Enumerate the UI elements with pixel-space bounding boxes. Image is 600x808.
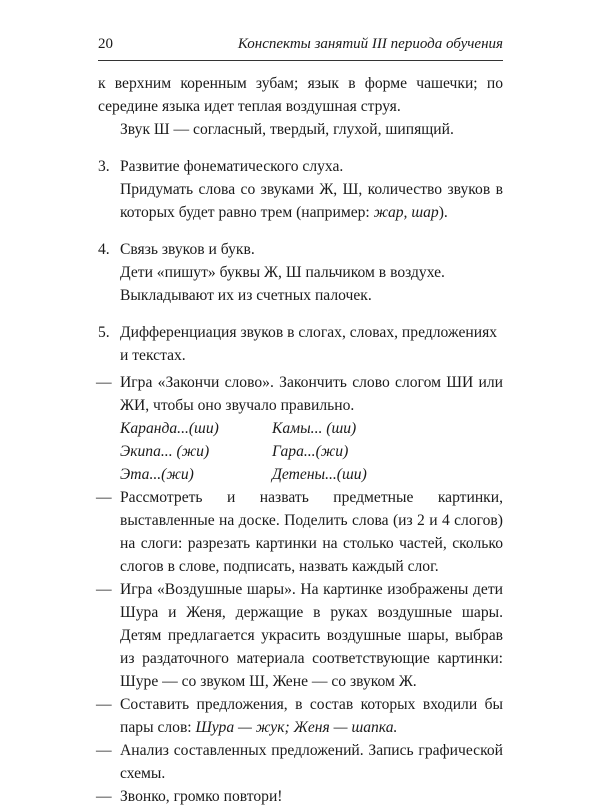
item-4-title: 4. Связь звуков и букв.	[98, 238, 503, 261]
item-5-title: 5. Дифференциация звуков в слогах, словах, предложениях и текстах.	[98, 321, 503, 367]
page-body	[98, 72, 503, 808]
item-3-title: 3. Развитие фонематического слуха.	[98, 155, 503, 178]
item-5-task-5: — Анализ составленных предложений. Запись графической схемы.	[96, 742, 503, 782]
intro-sound-description: Звук Ш — согласный, твердый, глухой, шипящий.	[120, 121, 454, 138]
example-word: Экипа... (жи)	[120, 443, 210, 460]
example-word: Каранда...(ши)	[120, 420, 219, 437]
example-word: Детены...(ши)	[272, 466, 367, 483]
word-pairs: Шура — жук; Женя — шапка.	[195, 719, 398, 736]
example-row	[98, 417, 503, 440]
item-3-number: 3.	[98, 158, 110, 175]
item-3-example: жар, шар	[373, 204, 439, 221]
page-number: 20	[98, 36, 113, 52]
item-3-text: Придумать слова со звуками Ж, Ш, количество звуков в которых будет равно трем (например: жар, шар).	[120, 181, 503, 221]
item-5-task-6: — Звонко, громко повтори!	[96, 788, 283, 805]
running-title: Конспекты занятий III периода обучения	[237, 36, 503, 52]
item-5-number: 5.	[98, 324, 110, 341]
example-word: Эта...(жи)	[120, 466, 194, 483]
intro-paragraph: к верхним коренным зубам; язык в форме чашечки; по середине языка идет теплая воздушная струя.	[98, 75, 503, 115]
item-5-task-4: — Составить предложения, в состав которых входили бы пары слов: Шура — жук; Женя — шапка.	[96, 696, 503, 736]
item-5-game-1: — Игра «Закончи слово». Закончить слово слогом ШИ или ЖИ, чтобы оно звучало правильно.	[96, 374, 503, 414]
item-4-line-2: Выкладывают их из счетных палочек.	[120, 287, 372, 304]
header-rule	[98, 60, 503, 61]
item-4-line-1: Дети «пишут» буквы Ж, Ш пальчиком в воздухе.	[120, 264, 445, 281]
running-header	[98, 36, 503, 58]
item-4-number: 4.	[98, 241, 110, 258]
example-word: Камы... (ши)	[272, 420, 357, 437]
item-5-game-3: — Игра «Воздушные шары». На картинке изображены дети Шура и Женя, держащие в руках воздушные шары. Детям предлагается украсить воздушные шары, выбрав из раздаточного материала соответствующие картинки: Шуре — со звуком Ш, Жене — со звуком Ж.	[96, 581, 503, 690]
example-row	[98, 463, 503, 486]
example-word: Гара...(жи)	[272, 443, 349, 460]
item-5-task-2: — Рассмотреть и назвать предметные картинки, выставленные на доске. Поделить слова (из 2 и 4 слогов) на слоги: разрезать картинки на столько частей, сколько слогов в слове, подписать, назвать каждый слог.	[96, 489, 503, 575]
example-row	[98, 440, 503, 463]
